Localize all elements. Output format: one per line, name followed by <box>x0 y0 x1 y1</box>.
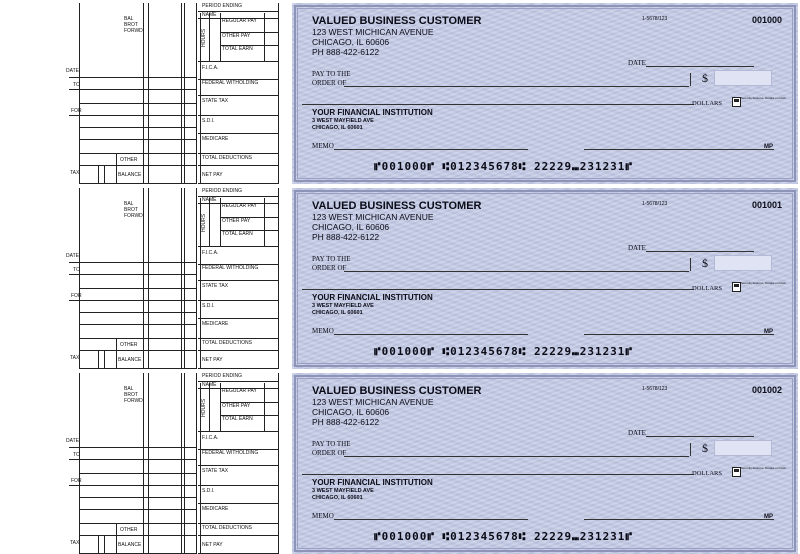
balance-label: BALANCE <box>118 357 142 363</box>
tax-label: TAX <box>70 540 80 546</box>
company-address-line1: 123 WEST MICHICAN AVENUE <box>312 212 434 222</box>
forwd-label: FORWD <box>124 398 143 404</box>
dollar-sign: $ <box>702 441 708 455</box>
state-tax-label: STATE TAX <box>202 283 229 289</box>
check-number: 001000 <box>752 15 783 25</box>
dollars-label: DOLLARS <box>692 285 722 292</box>
date-field[interactable] <box>646 436 754 437</box>
company-address-line1: 123 WEST MICHICAN AVENUE <box>312 397 434 407</box>
date-field-label: DATE <box>628 244 646 252</box>
fica-label: F.I.C.A. <box>202 435 219 441</box>
dollars-label: DOLLARS <box>692 470 722 477</box>
mp-label: MP <box>764 514 773 520</box>
total-earn-label: TOTAL EARN <box>222 46 253 52</box>
security-note: Security features. Details on back. <box>741 466 787 470</box>
brot-label: BROT <box>124 207 138 213</box>
company-phone: PH 888-422-6122 <box>312 417 380 427</box>
bal-label: BAL <box>124 386 134 392</box>
micr-line: ⑈001000⑈ ⑆012345678⑆ 22229⑉231231⑈ <box>374 160 634 173</box>
date-label: DATE <box>66 68 79 74</box>
to-label: TO <box>73 452 80 458</box>
check-row <box>0 373 800 554</box>
other-pay-label: OTHER PAY <box>222 218 251 224</box>
payee-field[interactable] <box>344 456 689 457</box>
company-address-line1: 123 WEST MICHICAN AVENUE <box>312 27 434 37</box>
name-label: NAME <box>202 197 217 203</box>
state-tax-label: STATE TAX <box>202 98 229 104</box>
memo-field[interactable] <box>334 334 528 335</box>
name-label: NAME <box>202 12 217 18</box>
hours-label: HOURS <box>201 398 207 418</box>
bank-address-line1: 3 WEST MAYFIELD AVE <box>312 303 374 309</box>
other-label: OTHER <box>120 342 138 348</box>
medicare-label: MEDICARE <box>202 506 229 512</box>
net-pay-label: NET PAY <box>202 357 223 363</box>
check-number: 001002 <box>752 385 783 395</box>
balance-label: BALANCE <box>118 542 142 548</box>
bank-address-line1: 3 WEST MAYFIELD AVE <box>312 488 374 494</box>
total-deductions-label: TOTAL DEDUCTIONS <box>202 340 252 346</box>
company-phone: PH 888-422-6122 <box>312 47 380 57</box>
pay-to-label: PAY TO THE <box>312 70 351 78</box>
medicare-label: MEDICARE <box>202 321 229 327</box>
routing-fraction: 1-5678/123 <box>642 201 668 207</box>
padlock-icon <box>732 282 741 292</box>
net-pay-label: NET PAY <box>202 172 223 178</box>
federal-withholding-label: FEDERAL WITHOLDING <box>202 80 259 86</box>
total-deductions-label: TOTAL DEDUCTIONS <box>202 155 252 161</box>
date-field[interactable] <box>646 66 754 67</box>
check-body <box>292 188 798 369</box>
check-stub <box>0 3 290 184</box>
for-label: FOR <box>71 478 82 484</box>
signature-field[interactable] <box>584 334 774 335</box>
for-label: FOR <box>71 108 82 114</box>
date-label: DATE <box>66 438 79 444</box>
amount-field[interactable] <box>714 440 772 456</box>
signature-field[interactable] <box>584 519 774 520</box>
bal-label: BAL <box>124 201 134 207</box>
company-name: VALUED BUSINESS CUSTOMER <box>312 200 482 212</box>
bal-label: BAL <box>124 16 134 22</box>
federal-withholding-label: FEDERAL WITHOLDING <box>202 450 259 456</box>
company-name: VALUED BUSINESS CUSTOMER <box>312 15 482 27</box>
brot-label: BROT <box>124 22 138 28</box>
check-stub <box>0 188 290 369</box>
period-ending-label: PERIOD ENDING <box>202 3 243 9</box>
amount-field[interactable] <box>714 255 772 271</box>
name-label: NAME <box>202 382 217 388</box>
check-number: 001001 <box>752 200 783 210</box>
pay-to-label: PAY TO THE <box>312 255 351 263</box>
regular-pay-label: REGULAR PAY <box>222 203 257 209</box>
check-body <box>292 373 798 554</box>
order-of-label: ORDER OF <box>312 449 347 457</box>
dollars-label: DOLLARS <box>692 100 722 107</box>
hours-label: HOURS <box>201 28 207 48</box>
period-ending-label: PERIOD ENDING <box>202 188 243 194</box>
company-name: VALUED BUSINESS CUSTOMER <box>312 385 482 397</box>
micr-line: ⑈001000⑈ ⑆012345678⑆ 22229⑉231231⑈ <box>374 530 634 543</box>
security-note: Security features. Details on back. <box>741 281 787 285</box>
state-tax-label: STATE TAX <box>202 468 229 474</box>
bank-address-line2: CHICAGO, IL 60601 <box>312 495 363 501</box>
company-address-line2: CHICAGO, IL 60606 <box>312 407 390 417</box>
order-of-label: ORDER OF <box>312 264 347 272</box>
to-label: TO <box>73 267 80 273</box>
memo-label: MEMO <box>312 512 334 520</box>
signature-field[interactable] <box>584 149 774 150</box>
federal-withholding-label: FEDERAL WITHOLDING <box>202 265 259 271</box>
check-stub <box>0 373 290 554</box>
other-label: OTHER <box>120 157 138 163</box>
net-pay-label: NET PAY <box>202 542 223 548</box>
bank-address-line2: CHICAGO, IL 60601 <box>312 125 363 131</box>
date-label: DATE <box>66 253 79 259</box>
other-pay-label: OTHER PAY <box>222 33 251 39</box>
brot-label: BROT <box>124 392 138 398</box>
regular-pay-label: REGULAR PAY <box>222 388 257 394</box>
amount-words-field[interactable] <box>302 104 694 105</box>
security-note: Security features. Details on back. <box>741 96 787 100</box>
payee-field[interactable] <box>344 271 689 272</box>
bank-name: YOUR FINANCIAL INSTITUTION <box>312 478 433 487</box>
hours-label: HOURS <box>201 213 207 233</box>
routing-fraction: 1-5678/123 <box>642 386 668 392</box>
check-row <box>0 188 800 369</box>
order-of-label: ORDER OF <box>312 79 347 87</box>
sdi-label: S.D.I. <box>202 488 215 494</box>
total-earn-label: TOTAL EARN <box>222 231 253 237</box>
amount-words-field[interactable] <box>302 474 694 475</box>
to-label: TO <box>73 82 80 88</box>
total-earn-label: TOTAL EARN <box>222 416 253 422</box>
date-field-label: DATE <box>628 429 646 437</box>
memo-label: MEMO <box>312 327 334 335</box>
other-pay-label: OTHER PAY <box>222 403 251 409</box>
check-body <box>292 3 798 184</box>
balance-label: BALANCE <box>118 172 142 178</box>
amount-words-field[interactable] <box>302 289 694 290</box>
sdi-label: S.D.I. <box>202 118 215 124</box>
tax-label: TAX <box>70 170 80 176</box>
pay-to-label: PAY TO THE <box>312 440 351 448</box>
fica-label: F.I.C.A. <box>202 250 219 256</box>
forwd-label: FORWD <box>124 28 143 34</box>
check-row <box>0 3 800 184</box>
company-address-line2: CHICAGO, IL 60606 <box>312 37 390 47</box>
bank-address-line2: CHICAGO, IL 60601 <box>312 310 363 316</box>
medicare-label: MEDICARE <box>202 136 229 142</box>
routing-fraction: 1-5678/123 <box>642 16 668 22</box>
mp-label: MP <box>764 329 773 335</box>
company-phone: PH 888-422-6122 <box>312 232 380 242</box>
for-label: FOR <box>71 293 82 299</box>
bank-name: YOUR FINANCIAL INSTITUTION <box>312 108 433 117</box>
sdi-label: S.D.I. <box>202 303 215 309</box>
period-ending-label: PERIOD ENDING <box>202 373 243 379</box>
amount-field[interactable] <box>714 70 772 86</box>
other-label: OTHER <box>120 527 138 533</box>
memo-field[interactable] <box>334 149 528 150</box>
padlock-icon <box>732 97 741 107</box>
date-field[interactable] <box>646 251 754 252</box>
bank-name: YOUR FINANCIAL INSTITUTION <box>312 293 433 302</box>
regular-pay-label: REGULAR PAY <box>222 18 257 24</box>
memo-field[interactable] <box>334 519 528 520</box>
company-address-line2: CHICAGO, IL 60606 <box>312 222 390 232</box>
micr-line: ⑈001000⑈ ⑆012345678⑆ 22229⑉231231⑈ <box>374 345 634 358</box>
total-deductions-label: TOTAL DEDUCTIONS <box>202 525 252 531</box>
payee-field[interactable] <box>344 86 689 87</box>
forwd-label: FORWD <box>124 213 143 219</box>
memo-label: MEMO <box>312 142 334 150</box>
tax-label: TAX <box>70 355 80 361</box>
bank-address-line1: 3 WEST MAYFIELD AVE <box>312 118 374 124</box>
fica-label: F.I.C.A. <box>202 65 219 71</box>
padlock-icon <box>732 467 741 477</box>
mp-label: MP <box>764 144 773 150</box>
dollar-sign: $ <box>702 71 708 85</box>
dollar-sign: $ <box>702 256 708 270</box>
date-field-label: DATE <box>628 59 646 67</box>
